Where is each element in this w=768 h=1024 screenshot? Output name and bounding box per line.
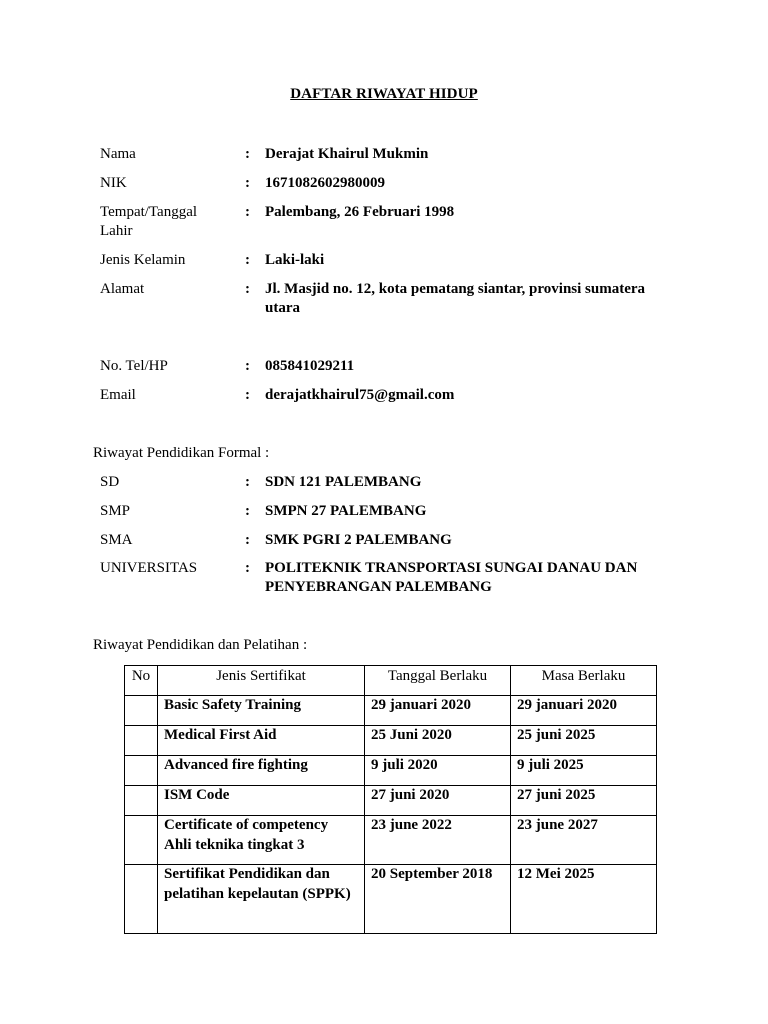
row-tanggal: 25 Juni 2020 [365, 726, 511, 756]
sd-label: SD [100, 474, 120, 490]
row-no [125, 726, 158, 756]
page-title: DAFTAR RIWAYAT HIDUP [290, 86, 478, 102]
tel-value: 085841029211 [265, 358, 355, 374]
universitas-label: UNIVERSITAS [100, 560, 198, 576]
row-no [125, 696, 158, 726]
row-masa: 27 juni 2025 [511, 786, 657, 816]
row-jenis: Certificate of competency Ahli teknika tingkat 3 [158, 816, 365, 865]
email-value: derajatkhairul75@gmail.com [265, 387, 455, 403]
table-row [125, 786, 657, 816]
smp-label: SMP [100, 503, 131, 519]
ttl-label-line1: Tempat/Tanggal [100, 204, 198, 220]
row-jenis: Medical First Aid [158, 726, 365, 756]
row-masa: 9 juli 2025 [511, 756, 657, 786]
smp-colon: : [245, 503, 250, 519]
row-masa: 23 june 2027 [511, 816, 657, 865]
jenis-kelamin-label: Jenis Kelamin [100, 252, 186, 268]
jenis-kelamin-colon: : [245, 252, 250, 268]
row-tanggal: 20 September 2018 [365, 865, 511, 934]
email-label: Email [100, 387, 136, 403]
nama-colon: : [245, 146, 250, 162]
row-masa: 12 Mei 2025 [511, 865, 657, 934]
tel-colon: : [245, 358, 250, 374]
nama-value: Derajat Khairul Mukmin [265, 146, 429, 162]
sma-colon: : [245, 532, 250, 548]
table-row [125, 865, 657, 934]
row-no [125, 865, 158, 934]
nik-value: 1671082602980009 [265, 175, 385, 191]
row-no [125, 756, 158, 786]
row-tanggal: 9 juli 2020 [365, 756, 511, 786]
sma-label: SMA [100, 532, 133, 548]
sd-value: SDN 121 PALEMBANG [265, 474, 422, 490]
table-header-row [125, 666, 657, 696]
jenis-kelamin-value: Laki-laki [265, 252, 325, 268]
ttl-label-line2: Lahir [100, 223, 133, 239]
nama-label: Nama [100, 146, 136, 162]
email-colon: : [245, 387, 250, 403]
universitas-value: POLITEKNIK TRANSPORTASI SUNGAI DANAU DAN PENYEBRANGAN PALEMBANG [265, 560, 638, 595]
row-no [125, 816, 158, 865]
row-no [125, 786, 158, 816]
sma-value: SMK PGRI 2 PALEMBANG [265, 532, 452, 548]
table-row [125, 816, 657, 865]
row-tanggal: 23 june 2022 [365, 816, 511, 865]
ttl-label [100, 203, 240, 241]
table-row [125, 756, 657, 786]
ttl-colon: : [245, 204, 250, 220]
alamat-label: Alamat [100, 281, 145, 297]
nik-label: NIK [100, 175, 127, 191]
alamat-colon: : [245, 281, 250, 297]
formal-education-heading: Riwayat Pendidikan Formal : [93, 445, 270, 461]
col-tanggal-header: Tanggal Berlaku [365, 666, 511, 696]
row-jenis: ISM Code [158, 786, 365, 816]
training-heading: Riwayat Pendidikan dan Pelatihan : [93, 637, 308, 653]
row-tanggal: 29 januari 2020 [365, 696, 511, 726]
universitas-colon: : [245, 560, 250, 576]
row-jenis: Basic Safety Training [158, 696, 365, 726]
ttl-value: Palembang, 26 Februari 1998 [265, 204, 455, 220]
smp-value: SMPN 27 PALEMBANG [265, 503, 427, 519]
col-jenis-header: Jenis Sertifikat [158, 666, 365, 696]
row-tanggal: 27 juni 2020 [365, 786, 511, 816]
tel-label: No. Tel/HP [100, 358, 168, 374]
table-row [125, 696, 657, 726]
col-masa-header: Masa Berlaku [511, 666, 657, 696]
sd-colon: : [245, 474, 250, 490]
row-jenis: Sertifikat Pendidikan dan pelatihan kepelautan (SPPK) [158, 865, 365, 934]
row-masa: 25 juni 2025 [511, 726, 657, 756]
row-jenis: Advanced fire fighting [158, 756, 365, 786]
col-no-header: No [125, 666, 158, 696]
nik-colon: : [245, 175, 250, 191]
alamat-value: Jl. Masjid no. 12, kota pematang siantar, provinsi sumatera utara [265, 281, 646, 316]
certificate-table [124, 665, 657, 934]
row-masa: 29 januari 2020 [511, 696, 657, 726]
table-row [125, 726, 657, 756]
